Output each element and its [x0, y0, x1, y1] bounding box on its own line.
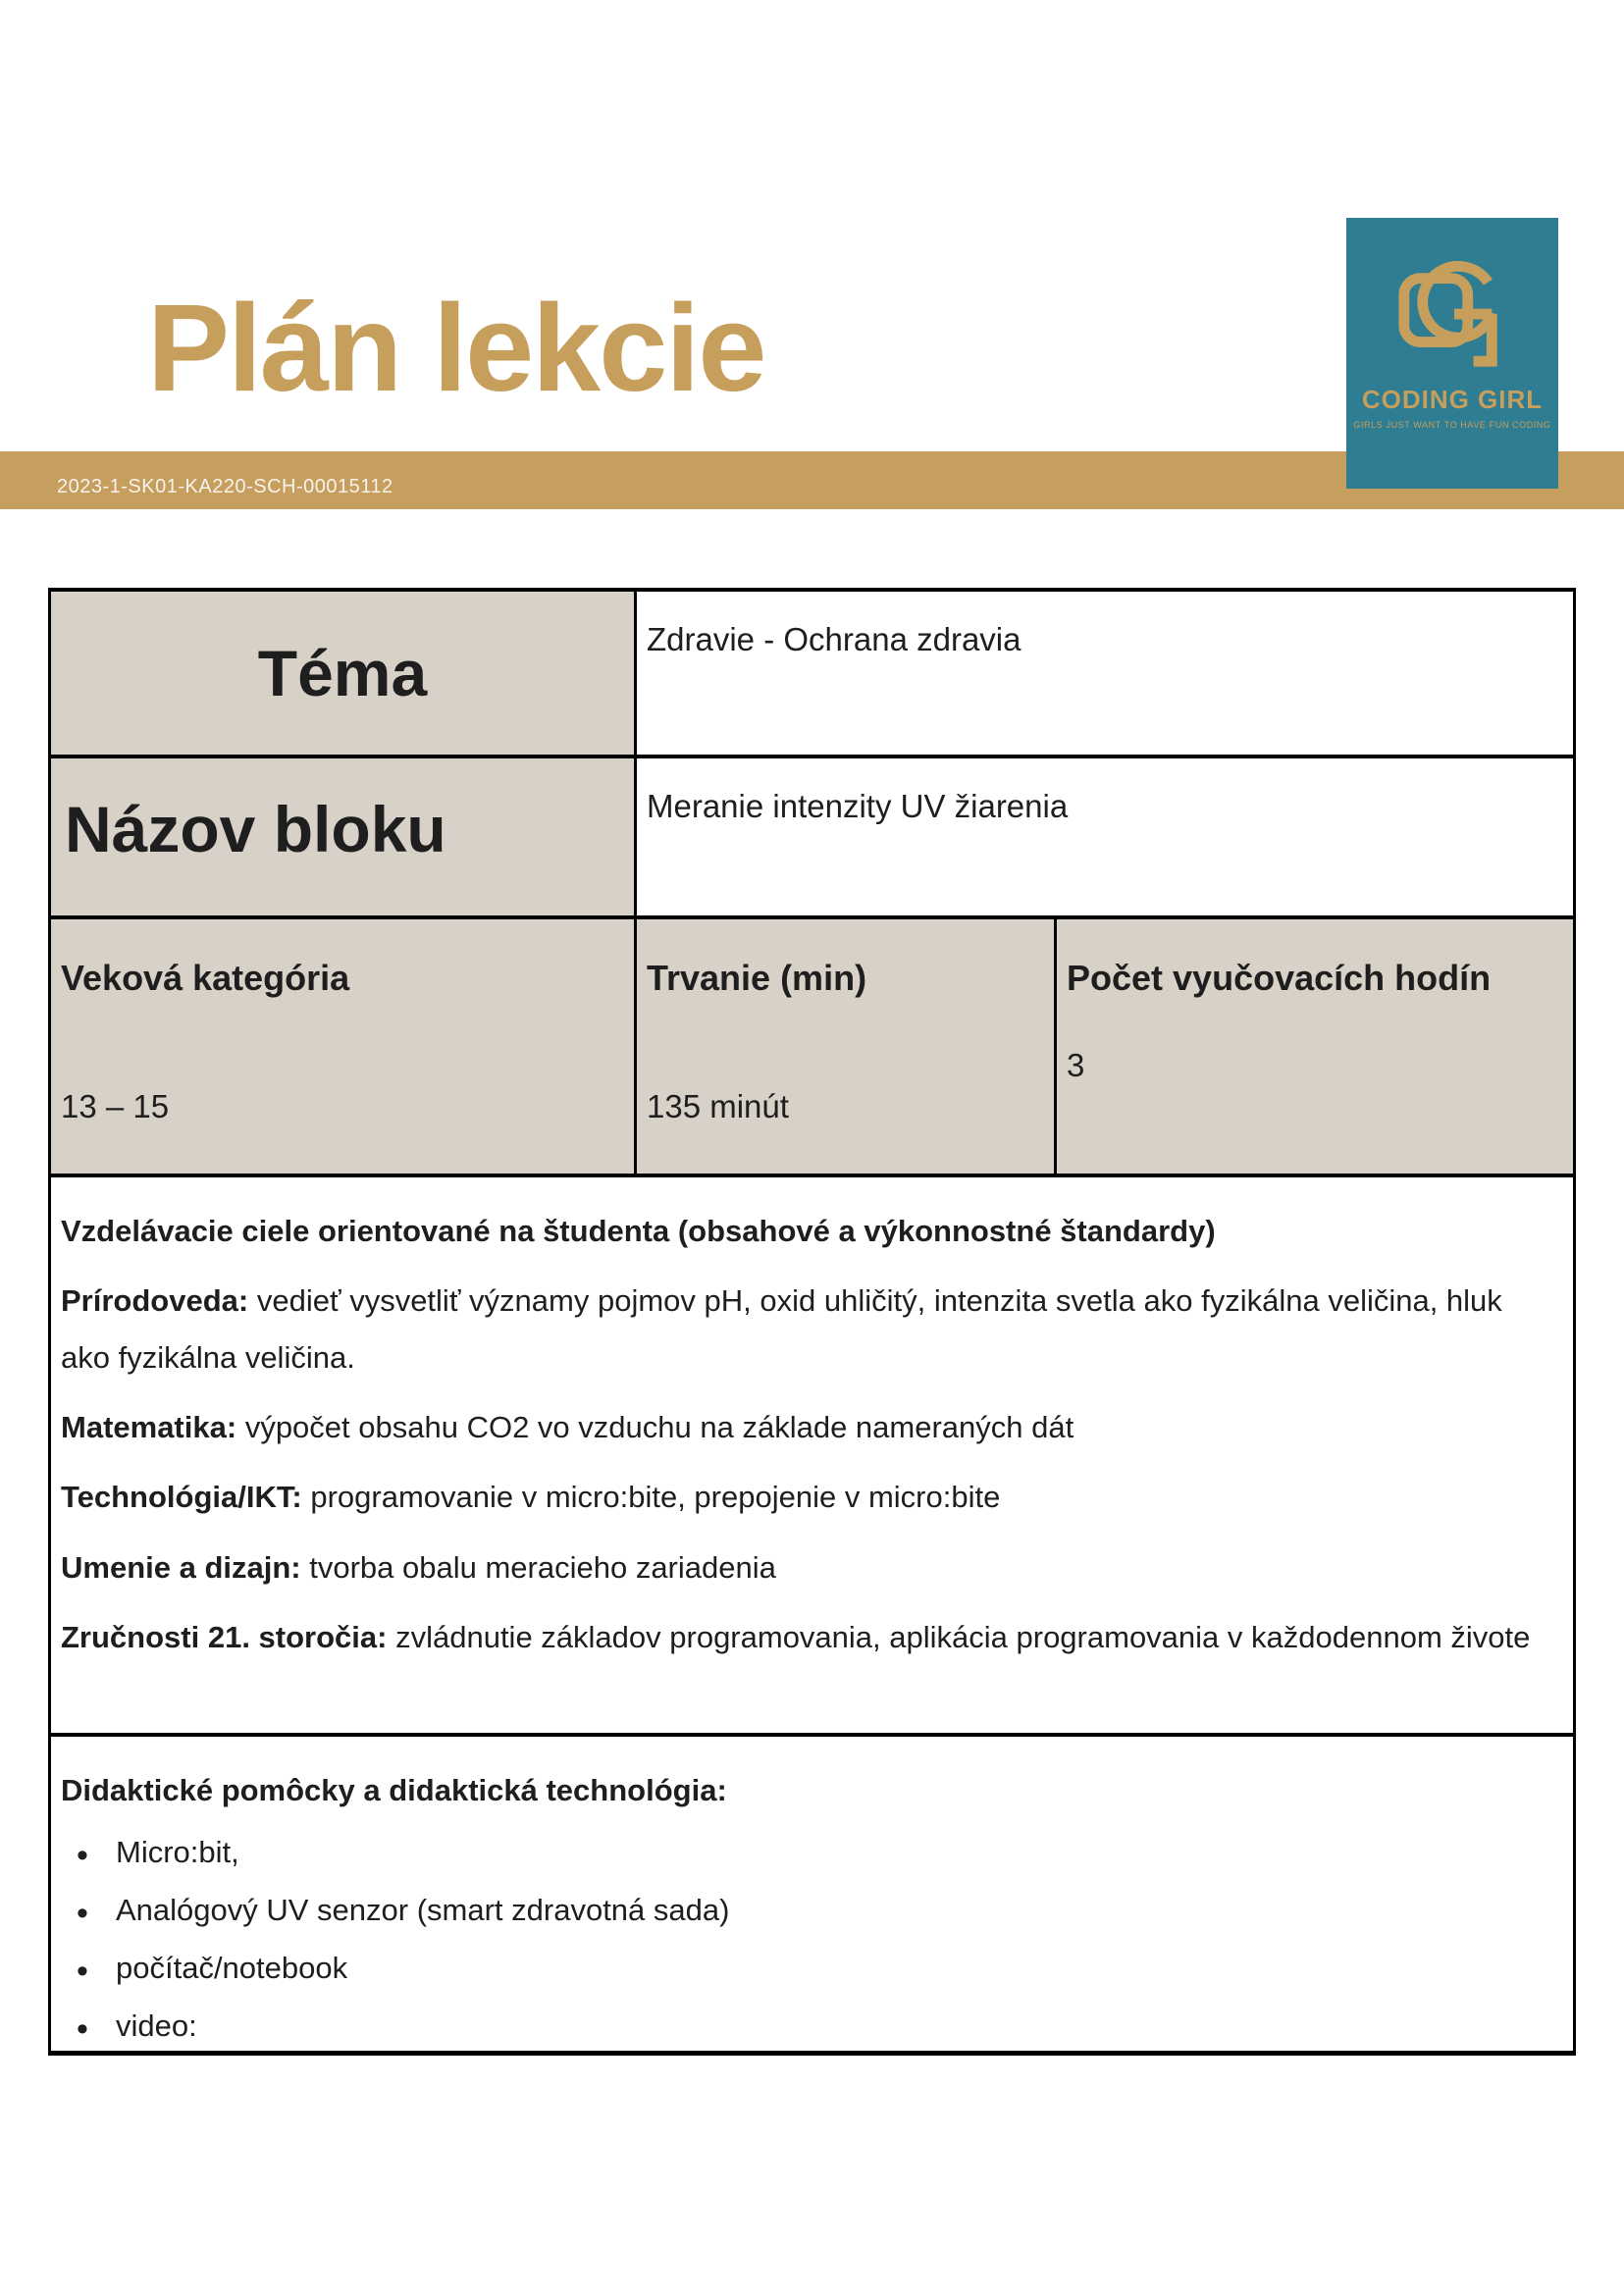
- duration-label: Trvanie (min): [647, 958, 867, 998]
- topic-row: [51, 592, 1573, 755]
- lessons-count-value: 3: [1067, 1047, 1085, 1084]
- age-category-label: Veková kategória: [61, 958, 350, 998]
- topic-label-cell: Téma: [51, 592, 634, 755]
- logo-card: [1346, 218, 1558, 489]
- objective-text: výpočet obsahu CO2 vo vzduchu na základe nameraných dát: [244, 1410, 1074, 1445]
- tools-heading: Didaktické pomôcky a didaktická technológia:: [61, 1773, 727, 1807]
- tools-section: [51, 1733, 1573, 2051]
- objective-label: Matematika:: [61, 1410, 237, 1445]
- age-category-cell: [51, 919, 634, 1174]
- objective-text: zvládnutie základov programovania, aplikácia programovania v každodennom živote: [395, 1620, 1531, 1655]
- lessons-count-label: Počet vyučovacích hodín: [1067, 958, 1492, 998]
- objective-label: Zručnosti 21. storočia:: [61, 1620, 388, 1655]
- objective-item: [61, 1469, 1549, 1525]
- objective-item: [61, 1273, 1549, 1385]
- objective-item: [61, 1609, 1549, 1665]
- objectives-heading: Vzdelávacie ciele orientované na študenta (obsahové a výkonnostné štandardy): [61, 1214, 1216, 1248]
- duration-value: 135 minút: [647, 1088, 789, 1125]
- objective-text: programovanie v micro:bite, prepojenie v micro:bite: [310, 1480, 1001, 1515]
- lessons-count-cell: [1054, 919, 1573, 1174]
- objective-text: tvorba obalu meracieho zariadenia: [309, 1549, 776, 1585]
- objective-item: [61, 1399, 1549, 1455]
- objective-text: vedieť vysvetliť významy pojmov pH, oxid uhličitý, intenzita svetla ako fyzikálna veličina, hluk ako fyzikálna veličina.: [61, 1283, 1502, 1375]
- topic-value-cell: Zdravie - Ochrana zdravia: [634, 592, 1573, 755]
- page-title: Plán lekcie: [147, 279, 765, 417]
- tools-cell: [51, 1737, 1573, 2051]
- duration-cell: [634, 919, 1054, 1174]
- objective-label: Umenie a dizajn:: [61, 1549, 301, 1585]
- gc-monogram-icon: [1394, 253, 1510, 379]
- tool-item: • video:: [61, 1998, 1549, 2051]
- age-category-value: 13 – 15: [61, 1088, 170, 1125]
- project-code: 2023-1-SK01-KA220-SCH-00015112: [57, 476, 393, 497]
- block-row: [51, 755, 1573, 915]
- logo-tagline: GIRLS JUST WANT TO HAVE FUN CODING: [1353, 420, 1551, 430]
- objective-label: Technológia/IKT:: [61, 1480, 302, 1515]
- block-value-cell: Meranie intenzity UV žiarenia: [634, 758, 1573, 915]
- logo-name: CODING GIRL: [1361, 385, 1544, 414]
- tool-item: • Micro:bit,: [61, 1824, 1549, 1882]
- tools-list: [61, 1824, 1549, 2051]
- objective-item: [61, 1539, 1549, 1595]
- objectives-section: [51, 1174, 1573, 1733]
- tool-item: • počítač/notebook: [61, 1940, 1549, 1998]
- block-label-cell: Názov bloku: [51, 758, 634, 915]
- meta-row: [51, 915, 1573, 1174]
- objective-label: Prírodoveda:: [61, 1283, 249, 1319]
- objectives-cell: [51, 1177, 1573, 1733]
- tool-item: • Analógový UV senzor (smart zdravotná sada): [61, 1882, 1549, 1940]
- lesson-table: [48, 588, 1576, 2056]
